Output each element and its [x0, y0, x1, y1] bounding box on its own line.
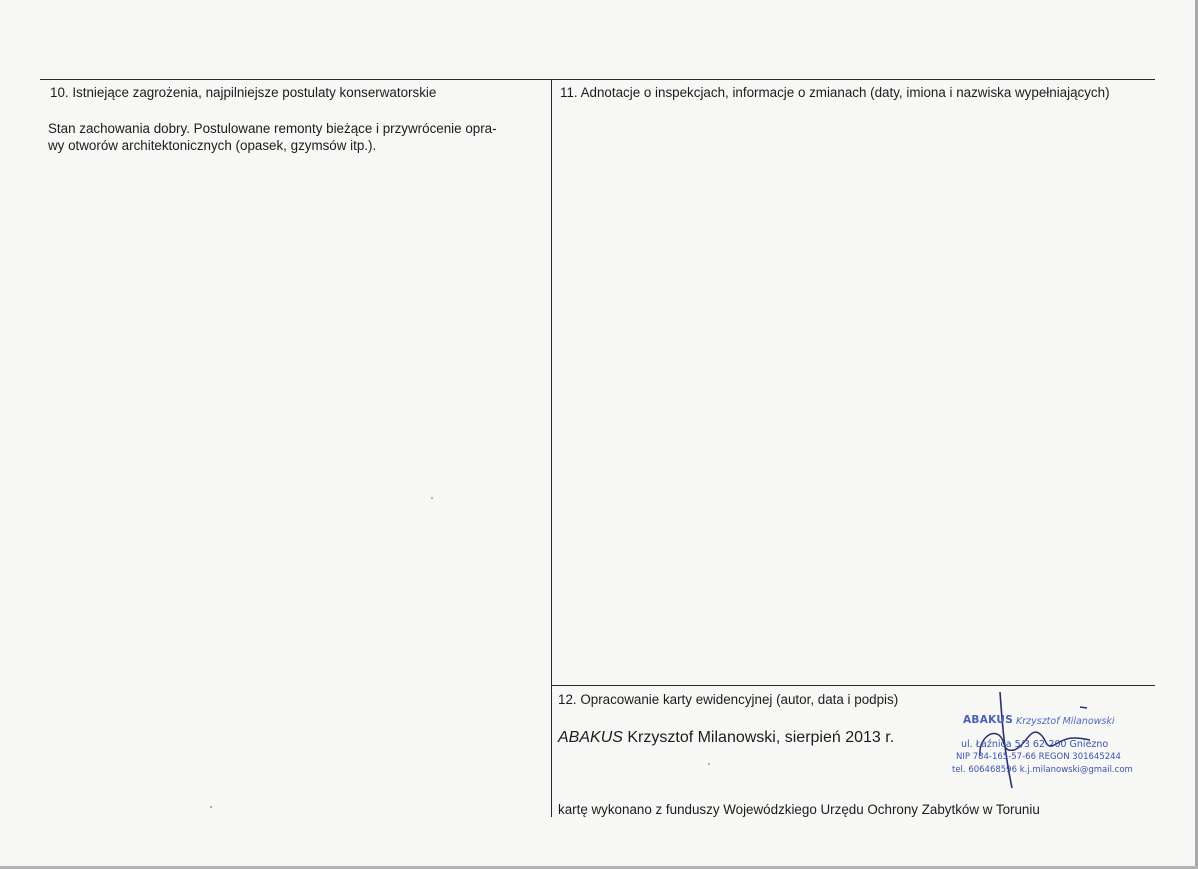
section12-author	[558, 728, 894, 748]
stamp-ids: NIP 784-165-57-66 REGON 301645244	[956, 752, 1121, 762]
author-company: ABAKUS	[558, 729, 623, 746]
funding-note: kartę wykonano z funduszy Wojewódzkiego Urzędu Ochrony Zabytków w Toruniu	[558, 802, 1040, 817]
section11-heading: 11. Adnotacje o inspekcjach, informacje o zmianach (daty, imiona i nazwiska wypełniających)	[560, 85, 1110, 100]
section10-heading: 10. Istniejące zagrożenia, najpilniejsze postulaty konserwatorskie	[50, 85, 437, 100]
section12-rule	[551, 685, 1155, 686]
stamp-contact: tel. 606468596 k.j.milanowski@gmail.com	[952, 765, 1133, 775]
scan-speck	[210, 806, 212, 808]
stamp-address: ul. Łaźnica 5/3 62-200 Gniezno	[961, 739, 1109, 750]
section10-body-line1: Stan zachowania dobry. Postulowane remonty bieżące i przywrócenie opra-	[48, 121, 497, 136]
section12-heading: 12. Opracowanie karty ewidencyjnej (autor, data i podpis)	[558, 692, 899, 707]
stamp-company-name: ABAKUS	[963, 714, 1014, 726]
author-details: Krzysztof Milanowski, sierpień 2013 r.	[622, 729, 895, 746]
header-rule	[40, 79, 1155, 80]
stamp-person-name: Krzysztof Milanowski	[1016, 716, 1115, 727]
company-stamp	[940, 690, 1150, 790]
scan-speck	[708, 763, 710, 765]
scan-speck	[431, 497, 433, 499]
column-divider	[551, 79, 552, 817]
section10-body-line2: wy otworów architektonicznych (opasek, gzymsów itp.).	[48, 138, 377, 153]
